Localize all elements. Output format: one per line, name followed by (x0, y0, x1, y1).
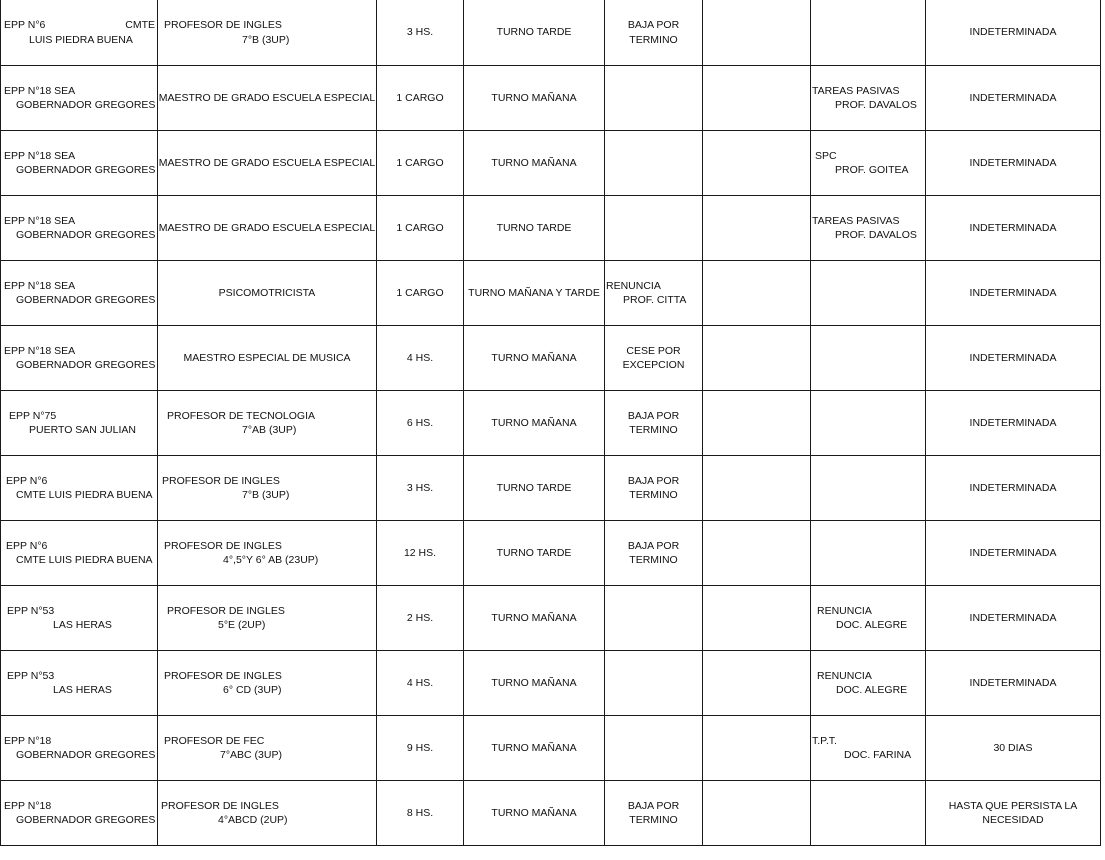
empty-cell[interactable] (703, 716, 811, 781)
shift-cell[interactable] (464, 456, 605, 521)
duration-line1: INDETERMINADA (969, 26, 1057, 39)
shift-value: TURNO MAÑANA (491, 156, 577, 169)
shift-value: TURNO MAÑANA (491, 416, 577, 429)
reason-line2: TERMINO (629, 424, 678, 436)
duration-cell[interactable] (926, 651, 1101, 716)
shift-value: TURNO MAÑANA (491, 611, 577, 624)
hours-cell[interactable] (377, 716, 464, 781)
school-locality: PUERTO SAN JULIAN (29, 424, 136, 436)
replacement-teacher: DOC. FARINA (844, 749, 912, 761)
position-cell[interactable] (158, 781, 377, 846)
position-cell[interactable] (158, 651, 377, 716)
school-name-suffix: CMTE (125, 19, 155, 31)
school-cell[interactable] (1, 586, 158, 651)
duration-cell[interactable] (926, 261, 1101, 326)
duration-cell[interactable] (926, 716, 1101, 781)
shift-value: TURNO MAÑANA (491, 351, 577, 364)
hours-value: 1 CARGO (396, 156, 444, 169)
school-cell[interactable] (1, 521, 158, 586)
shift-cell[interactable] (464, 326, 605, 391)
replacement-cell[interactable] (811, 521, 926, 586)
school-name: EPP N°18 SEA (4, 279, 76, 292)
hours-cell[interactable] (377, 131, 464, 196)
hours-value: 8 HS. (406, 806, 434, 819)
table-row (1, 651, 1101, 716)
shift-cell[interactable] (464, 0, 605, 66)
reason-line1: BAJA POR (627, 539, 680, 552)
hours-cell[interactable] (377, 326, 464, 391)
reason-cell[interactable] (605, 586, 703, 651)
replacement-teacher: DOC. ALEGRE (836, 619, 908, 631)
hours-value: 6 HS. (406, 416, 434, 429)
reason-line2: TERMINO (629, 554, 678, 566)
hours-value: 3 HS. (406, 26, 434, 39)
hours-cell[interactable] (377, 586, 464, 651)
table-row (1, 456, 1101, 521)
school-locality: LAS HERAS (53, 619, 112, 631)
shift-value: TURNO TARDE (496, 26, 572, 39)
position-course: 7°ABC (3UP) (220, 749, 282, 761)
reason-cell[interactable] (605, 716, 703, 781)
school-locality: CMTE LUIS PIEDRA BUENA (16, 554, 153, 566)
shift-cell[interactable] (464, 781, 605, 846)
replacement-teacher: PROF. DAVALOS (835, 229, 917, 241)
reason-line1: BAJA POR (627, 474, 680, 487)
duration-line1: INDETERMINADA (969, 416, 1057, 429)
position-cell[interactable] (158, 261, 377, 326)
position-name: MAESTRO DE GRADO ESCUELA ESPECIAL (158, 221, 376, 234)
duration-line1: INDETERMINADA (969, 481, 1057, 494)
reason-line2: EXCEPCION (622, 359, 685, 371)
duration-line1: INDETERMINADA (969, 546, 1057, 559)
table-row (1, 716, 1101, 781)
table-row (1, 521, 1101, 586)
position-cell[interactable] (158, 391, 377, 456)
school-locality: GOBERNADOR GREGORES (16, 164, 156, 176)
duration-cell[interactable] (926, 781, 1101, 846)
school-name: EPP N°18 (4, 734, 52, 747)
table-row (1, 261, 1101, 326)
position-name: PROFESOR DE INGLES (167, 604, 285, 617)
shift-value: TURNO MAÑANA (491, 741, 577, 754)
school-cell[interactable] (1, 781, 158, 846)
duration-cell[interactable] (926, 196, 1101, 261)
school-name: EPP N°18 SEA (4, 344, 76, 357)
position-cell[interactable] (158, 196, 377, 261)
hours-cell[interactable] (377, 391, 464, 456)
hours-cell[interactable] (377, 196, 464, 261)
reason-cell[interactable] (605, 261, 703, 326)
reason-cell[interactable] (605, 651, 703, 716)
school-cell[interactable] (1, 326, 158, 391)
school-name: EPP N°18 SEA (4, 84, 76, 97)
empty-cell[interactable] (703, 66, 811, 131)
replacement-reason: RENUNCIA (817, 604, 872, 617)
position-cell[interactable] (158, 326, 377, 391)
reason-line1: CESE POR (626, 344, 681, 357)
reason-cell[interactable] (605, 0, 703, 66)
hours-cell[interactable] (377, 781, 464, 846)
replacement-cell[interactable] (811, 456, 926, 521)
position-name: PROFESOR DE INGLES (162, 474, 280, 487)
shift-cell[interactable] (464, 391, 605, 456)
school-locality: GOBERNADOR GREGORES (16, 294, 156, 306)
school-locality: GOBERNADOR GREGORES (16, 359, 156, 371)
replacement-reason: TAREAS PASIVAS (812, 84, 900, 97)
table-row (1, 391, 1101, 456)
shift-value: TURNO TARDE (496, 481, 572, 494)
reason-line1: BAJA POR (627, 799, 680, 812)
school-cell[interactable] (1, 456, 158, 521)
position-course: 6° CD (3UP) (223, 684, 282, 696)
duration-line1: 30 DIAS (993, 741, 1033, 754)
shift-cell[interactable] (464, 196, 605, 261)
position-cell[interactable] (158, 521, 377, 586)
table-row (1, 131, 1101, 196)
hours-value: 9 HS. (406, 741, 434, 754)
empty-cell[interactable] (703, 781, 811, 846)
replacement-reason: T.P.T. (812, 734, 837, 747)
position-name: MAESTRO ESPECIAL DE MUSICA (183, 351, 351, 364)
hours-value: 3 HS. (406, 481, 434, 494)
school-name: EPP N°53 (7, 604, 55, 617)
duration-line1: INDETERMINADA (969, 676, 1057, 689)
duration-line1: HASTA QUE PERSISTA LA (948, 799, 1078, 812)
duration-cell[interactable] (926, 586, 1101, 651)
empty-cell[interactable] (703, 131, 811, 196)
position-cell[interactable] (158, 716, 377, 781)
hours-cell[interactable] (377, 456, 464, 521)
duration-cell[interactable] (926, 521, 1101, 586)
hours-cell[interactable] (377, 521, 464, 586)
reason-line2: TERMINO (629, 814, 678, 826)
school-cell[interactable] (1, 391, 158, 456)
position-cell[interactable] (158, 586, 377, 651)
duration-cell[interactable] (926, 0, 1101, 66)
shift-value: TURNO MAÑANA (491, 676, 577, 689)
duration-cell[interactable] (926, 131, 1101, 196)
replacement-cell[interactable] (811, 66, 926, 131)
hours-cell[interactable] (377, 0, 464, 66)
replacement-reason: TAREAS PASIVAS (812, 214, 900, 227)
position-cell[interactable] (158, 66, 377, 131)
shift-cell[interactable] (464, 586, 605, 651)
school-name: EPP N°6 (4, 19, 46, 31)
duration-line1: INDETERMINADA (969, 91, 1057, 104)
position-course: 5°E (2UP) (218, 619, 266, 631)
reason-cell[interactable] (605, 196, 703, 261)
reason-line1: RENUNCIA (606, 279, 661, 292)
hours-value: 12 HS. (403, 546, 437, 559)
position-course: 4°ABCD (2UP) (218, 814, 288, 826)
empty-cell[interactable] (703, 586, 811, 651)
duration-line1: INDETERMINADA (969, 351, 1057, 364)
replacement-cell[interactable] (811, 261, 926, 326)
position-name: PROFESOR DE INGLES (164, 539, 282, 552)
school-locality: GOBERNADOR GREGORES (16, 749, 156, 761)
position-name: PSICOMOTRICISTA (218, 286, 316, 299)
empty-cell[interactable] (703, 0, 811, 66)
school-name: EPP N°6 (6, 539, 48, 552)
replacement-cell[interactable] (811, 651, 926, 716)
duration-line2: NECESIDAD (982, 814, 1044, 826)
reason-line2: PROF. CITTA (623, 294, 687, 306)
school-locality: GOBERNADOR GREGORES (16, 229, 156, 241)
position-name: PROFESOR DE TECNOLOGIA (167, 409, 315, 422)
hours-value: 1 CARGO (396, 91, 444, 104)
replacement-teacher: PROF. GOITEA (835, 164, 909, 176)
position-name: PROFESOR DE INGLES (161, 799, 279, 812)
reason-cell[interactable] (605, 66, 703, 131)
empty-cell[interactable] (703, 196, 811, 261)
replacement-teacher: DOC. ALEGRE (836, 684, 908, 696)
position-name: PROFESOR DE INGLES (164, 669, 282, 682)
reason-cell[interactable] (605, 391, 703, 456)
position-name: PROFESOR DE FEC (164, 734, 265, 747)
school-name: EPP N°75 (9, 409, 57, 422)
table-row (1, 586, 1101, 651)
reason-cell[interactable] (605, 131, 703, 196)
replacement-reason: RENUNCIA (817, 669, 872, 682)
replacement-cell[interactable] (811, 781, 926, 846)
hours-cell[interactable] (377, 261, 464, 326)
empty-cell[interactable] (703, 326, 811, 391)
replacement-reason: SPC (815, 149, 837, 162)
hours-cell[interactable] (377, 651, 464, 716)
position-name: MAESTRO DE GRADO ESCUELA ESPECIAL (158, 156, 376, 169)
empty-cell[interactable] (703, 521, 811, 586)
table-row (1, 0, 1101, 66)
school-cell[interactable] (1, 261, 158, 326)
shift-cell[interactable] (464, 261, 605, 326)
reason-cell[interactable] (605, 326, 703, 391)
reason-cell[interactable] (605, 521, 703, 586)
table-row (1, 196, 1101, 261)
position-cell[interactable] (158, 0, 377, 66)
shift-cell[interactable] (464, 66, 605, 131)
school-cell[interactable] (1, 716, 158, 781)
school-locality: LAS HERAS (53, 684, 112, 696)
position-name: MAESTRO DE GRADO ESCUELA ESPECIAL (158, 91, 376, 104)
reason-cell[interactable] (605, 456, 703, 521)
duration-cell[interactable] (926, 391, 1101, 456)
shift-value: TURNO MAÑANA (491, 91, 577, 104)
school-name: EPP N°53 (7, 669, 55, 682)
position-course: 7°AB (3UP) (242, 424, 297, 436)
position-cell[interactable] (158, 456, 377, 521)
school-locality: LUIS PIEDRA BUENA (29, 33, 133, 46)
shift-cell[interactable] (464, 131, 605, 196)
school-name: EPP N°18 (4, 799, 52, 812)
position-course: 7°B (3UP) (242, 489, 290, 501)
position-name: PROFESOR DE INGLES (164, 19, 282, 31)
empty-cell[interactable] (703, 261, 811, 326)
position-cell[interactable] (158, 131, 377, 196)
replacement-cell[interactable] (811, 326, 926, 391)
reason-cell[interactable] (605, 781, 703, 846)
duration-line1: INDETERMINADA (969, 611, 1057, 624)
replacement-cell[interactable] (811, 131, 926, 196)
position-course: 4°,5°Y 6° AB (23UP) (223, 554, 319, 566)
empty-cell[interactable] (703, 391, 811, 456)
shift-value: TURNO TARDE (496, 546, 572, 559)
table-row (1, 326, 1101, 391)
table-row (1, 781, 1101, 846)
reason-line2: TERMINO (629, 489, 678, 501)
replacement-teacher: PROF. DAVALOS (835, 99, 917, 111)
hours-value: 4 HS. (406, 676, 434, 689)
school-cell[interactable] (1, 66, 158, 131)
duration-line1: INDETERMINADA (969, 156, 1057, 169)
school-locality: GOBERNADOR GREGORES (16, 99, 156, 111)
shift-cell[interactable] (464, 651, 605, 716)
empty-cell[interactable] (703, 456, 811, 521)
school-cell[interactable] (1, 651, 158, 716)
reason-line2: TERMINO (629, 33, 678, 46)
duration-cell[interactable] (926, 66, 1101, 131)
school-locality: CMTE LUIS PIEDRA BUENA (16, 489, 153, 501)
shift-value: TURNO MAÑANA (491, 806, 577, 819)
hours-value: 1 CARGO (396, 286, 444, 299)
reason-line1: BAJA POR (627, 19, 680, 31)
school-cell[interactable] (1, 131, 158, 196)
empty-cell[interactable] (703, 651, 811, 716)
duration-cell[interactable] (926, 456, 1101, 521)
table-row (1, 66, 1101, 131)
replacement-cell[interactable] (811, 586, 926, 651)
shift-value: TURNO TARDE (496, 221, 572, 234)
position-course: 7°B (3UP) (242, 33, 290, 46)
hours-value: 4 HS. (406, 351, 434, 364)
replacement-cell[interactable] (811, 716, 926, 781)
reason-line1: BAJA POR (627, 409, 680, 422)
duration-cell[interactable] (926, 326, 1101, 391)
shift-cell[interactable] (464, 521, 605, 586)
duration-line1: INDETERMINADA (969, 221, 1057, 234)
replacement-cell[interactable] (811, 196, 926, 261)
shift-value: TURNO MAÑANA Y TARDE (468, 286, 600, 299)
school-cell[interactable] (1, 0, 158, 66)
school-name: EPP N°18 SEA (4, 149, 76, 162)
replacement-cell[interactable] (811, 391, 926, 456)
duration-line1: INDETERMINADA (969, 286, 1057, 299)
hours-value: 2 HS. (406, 611, 434, 624)
school-name: EPP N°6 (6, 474, 48, 487)
hours-value: 1 CARGO (396, 221, 444, 234)
school-name: EPP N°18 SEA (4, 214, 76, 227)
school-cell[interactable] (1, 196, 158, 261)
replacement-cell[interactable] (811, 0, 926, 66)
hours-cell[interactable] (377, 66, 464, 131)
shift-cell[interactable] (464, 716, 605, 781)
school-locality: GOBERNADOR GREGORES (16, 814, 156, 826)
